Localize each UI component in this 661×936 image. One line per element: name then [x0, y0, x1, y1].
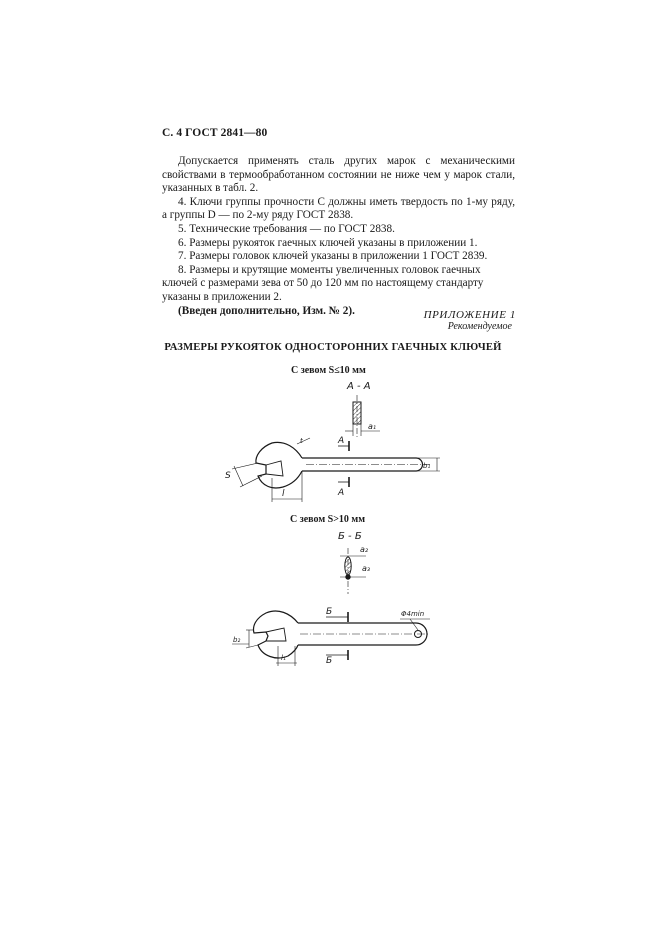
hole-callout	[400, 610, 430, 630]
appendix-number: ПРИЛОЖЕНИЕ 1	[423, 309, 516, 321]
amendment-note: (Введен дополнительно, Изм. № 2).	[178, 304, 355, 317]
svg-text:Б: Б	[326, 656, 333, 666]
section-marker-bottom	[337, 477, 349, 498]
section-marker-b-top	[326, 607, 348, 622]
appendix-status: Рекомендуемое	[447, 321, 512, 332]
figure1-section-label: А - А	[347, 381, 371, 392]
paragraph-6: 6. Размеры рукояток гаечных ключей указаны в приложении 1.	[178, 236, 478, 249]
svg-text:t: t	[300, 437, 303, 445]
appendix-title: РАЗМЕРЫ РУКОЯТОК ОДНОСТОРОННИХ ГАЕЧНЫХ КЛЮЧЕЙ	[164, 342, 502, 353]
figure2-caption: С зевом S>10 мм	[290, 514, 366, 525]
figure2-section-label: Б - Б	[338, 531, 362, 542]
dim-a3: a₃	[362, 564, 371, 573]
section-a-a	[345, 395, 380, 438]
paragraph-5: 5. Технические требования — по ГОСТ 2838.	[178, 222, 395, 235]
wrench-large	[254, 611, 431, 658]
dim-a2: a₂	[360, 545, 369, 554]
svg-text:b₁: b₁	[423, 462, 431, 470]
svg-text:А: А	[338, 436, 345, 446]
figure2-drawing	[232, 531, 430, 666]
paragraph-7: 7. Размеры головок ключей указаны в приложении 1 ГОСТ 2839.	[178, 250, 488, 263]
svg-text:l: l	[282, 489, 285, 499]
paragraph-steel: Допускается применять сталь других марок с механическими свойствами в термообработанном состоянии не ниже чем у марок стали, указанных в табл. 2.	[162, 155, 515, 195]
svg-text:S: S	[225, 471, 231, 481]
figure1-drawing	[225, 381, 440, 502]
svg-text:А: А	[338, 488, 345, 498]
section-b-b	[340, 545, 370, 594]
hole-diameter-label: Φ4min	[401, 610, 425, 618]
svg-text:Б: Б	[326, 607, 333, 617]
svg-text:l₁: l₁	[281, 654, 286, 662]
page-header: С. 4 ГОСТ 2841—80	[162, 127, 268, 139]
figure1-caption: С зевом S≤10 мм	[291, 365, 366, 376]
svg-text:b₂: b₂	[233, 636, 241, 644]
dim-a1: a₁	[368, 422, 377, 431]
dim-s	[225, 463, 262, 487]
section-marker-b-bottom	[326, 650, 348, 666]
paragraph-8: 8. Размеры и крутящие моменты увеличенных головок гаечных ключей с размерами зева от 50 до 120 мм по настоящему стандарту указаны в приложении 2.	[162, 263, 484, 303]
paragraph-4: 4. Ключи группы прочности С должны иметь твердость по 1-му ряду, а группы D — по 2-му ряду ГОСТ 2838.	[162, 195, 515, 222]
section-marker-top	[337, 436, 349, 451]
